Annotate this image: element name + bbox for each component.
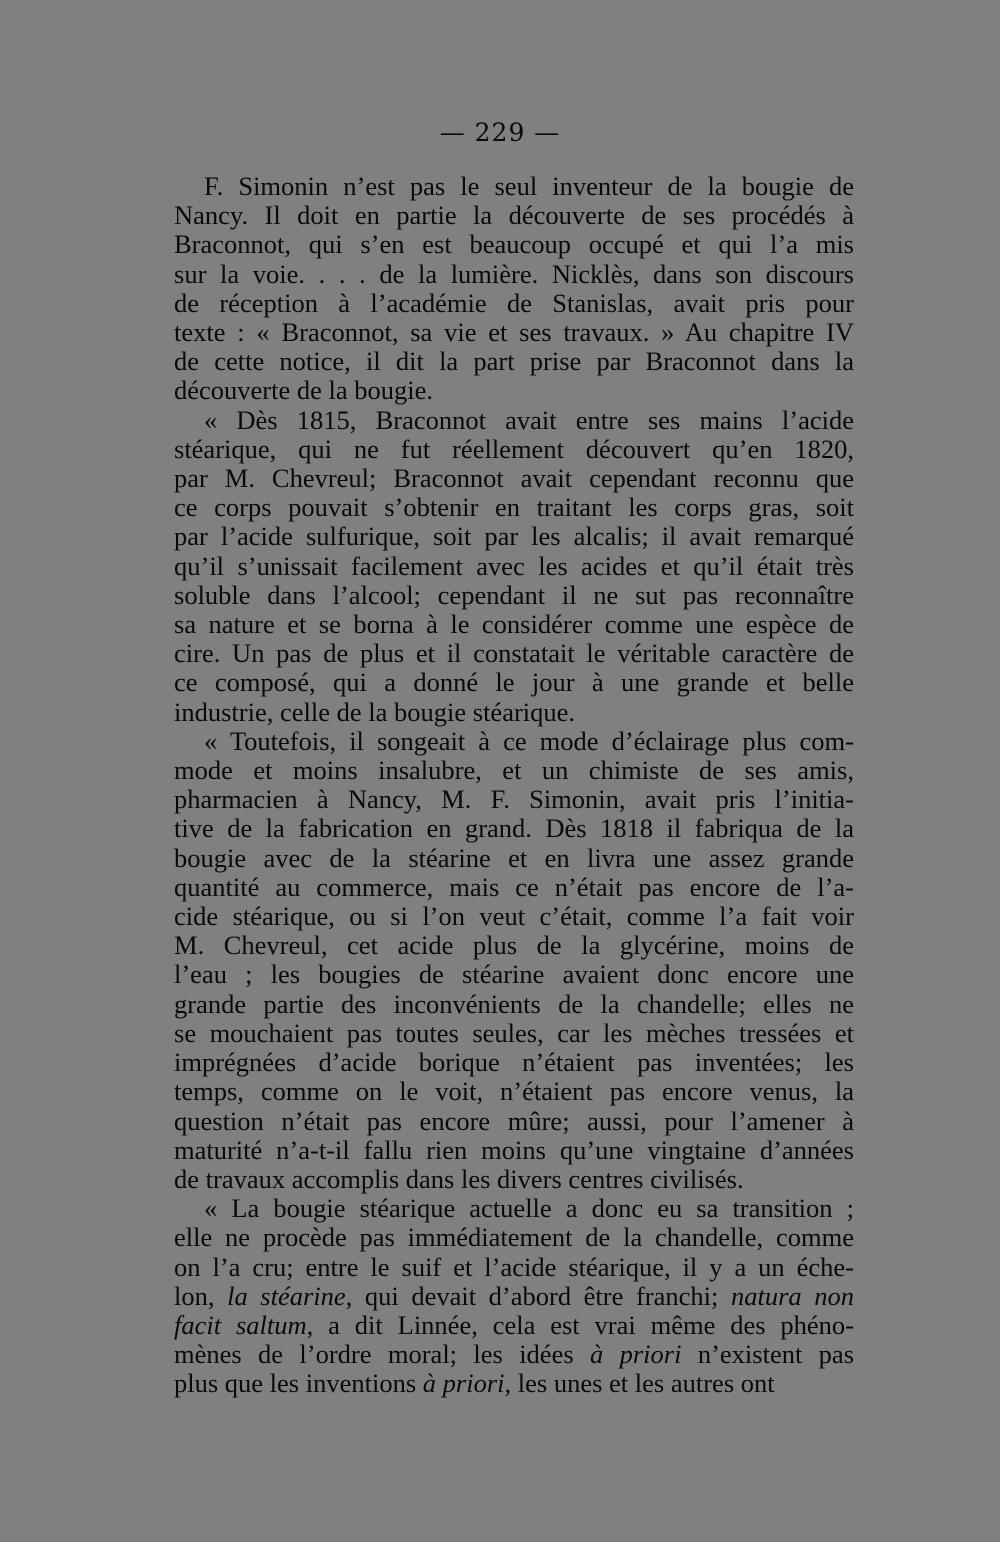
text-line: F. Simonin n’est pas le seul inventeur de la bougie de xyxy=(204,171,854,201)
text-line: ce composé, qui a donné le jour à une grande et belle xyxy=(174,667,854,698)
text-line: ce corps pouvait s’obtenir en traitant les corps gras, soit xyxy=(174,492,854,523)
text-line: bougie avec de la stéarine et en livra une assez grande xyxy=(174,842,854,873)
text-line: « Dès 1815, Braconnot avait entre ses mains l’acide xyxy=(204,404,854,435)
text-line: industrie, celle de la bougie stéarique. xyxy=(174,696,576,727)
text-line: de travaux accomplis dans les divers centres civilisés. xyxy=(174,1163,744,1194)
paragraph-2 xyxy=(174,406,854,727)
text-line: « La bougie stéarique actuelle a donc eu sa transition ; xyxy=(204,1193,854,1224)
text-line: elle ne procède pas immédiatement de la chandelle, comme xyxy=(174,1222,854,1253)
text-line: plus que les inventions à priori, les unes et les autres ont xyxy=(174,1368,775,1399)
text-line: lon, la stéarine, qui devait d’abord être franchi; natura non xyxy=(174,1280,854,1311)
text-line: pharmacien à Nancy, M. F. Simonin, avait pris l’initia- xyxy=(174,784,854,815)
text-line: question n’était pas encore mûre; aussi, pour l’amener à xyxy=(174,1105,854,1136)
text-line: découverte de la bougie. xyxy=(174,375,433,406)
text-line: soluble dans l’alcool; cependant il ne sut pas reconnaître xyxy=(174,579,854,610)
paragraph-4 xyxy=(174,1194,854,1398)
text-line: Braconnot, qui s’en est beaucoup occupé et qui l’a mis xyxy=(174,229,854,260)
text-line: facit saltum, a dit Linnée, cela est vrai même des phéno- xyxy=(174,1309,854,1340)
text-line: qu’il s’unissait facilement avec les acides et qu’il était très xyxy=(174,550,854,581)
page-number: — 229 — xyxy=(439,118,561,147)
text-line: se mouchaient pas toutes seules, car les mèches tressées et xyxy=(174,1017,854,1048)
text-line: quantité au commerce, mais ce n’était pas encore de l’a- xyxy=(174,871,854,902)
text-line: stéarique, qui ne fut réellement découvert qu’en 1820, xyxy=(174,433,854,464)
text-line: mode et moins insalubre, et un chimiste de ses amis, xyxy=(174,755,854,786)
body-text xyxy=(174,172,854,1399)
text-line: temps, comme on le voit, n’étaient pas encore venus, la xyxy=(174,1076,854,1107)
text-line: cide stéarique, ou si l’on veut c’était, comme l’a fait voir xyxy=(174,901,854,932)
text-line: de réception à l’académie de Stanislas, avait pris pour xyxy=(174,287,854,318)
text-line: M. Chevreul, cet acide plus de la glycérine, moins de xyxy=(174,930,854,961)
text-line: Nancy. Il doit en partie la découverte de ses procédés à xyxy=(174,200,854,231)
text-line: sur la voie. . . . de la lumière. Nicklès, dans son discours xyxy=(174,258,854,289)
text-line: sa nature et se borna à le considérer comme une espèce de xyxy=(174,609,854,640)
text-line: texte : « Braconnot, sa vie et ses travaux. » Au chapitre IV xyxy=(174,317,854,348)
text-line: de cette notice, il dit la part prise par Braconnot dans la xyxy=(174,346,854,377)
text-line: cire. Un pas de plus et il constatait le véritable caractère de xyxy=(174,638,854,669)
text-line: l’eau ; les bougies de stéarine avaient donc encore une xyxy=(174,959,854,990)
text-line: par l’acide sulfurique, soit par les alcalis; il avait remarqué xyxy=(174,521,854,552)
text-line: par M. Chevreul; Braconnot avait cependant reconnu que xyxy=(174,463,854,494)
text-line: grande partie des inconvénients de la chandelle; elles ne xyxy=(174,988,854,1019)
text-line: imprégnées d’acide borique n’étaient pas inventées; les xyxy=(174,1047,854,1078)
paragraph-1 xyxy=(174,172,854,406)
text-line: tive de la fabrication en grand. Dès 1818 il fabriqua de la xyxy=(174,813,854,844)
text-line: « Toutefois, il songeait à ce mode d’éclairage plus com- xyxy=(204,725,854,756)
paragraph-3 xyxy=(174,727,854,1194)
text-line: mènes de l’ordre moral; les idées à priori n’existent pas xyxy=(174,1339,855,1370)
text-line: on l’a cru; entre le suif et l’acide stéarique, il y a un éche- xyxy=(174,1251,854,1282)
text-line: maturité n’a-t-il fallu rien moins qu’une vingtaine d’années xyxy=(174,1134,854,1165)
